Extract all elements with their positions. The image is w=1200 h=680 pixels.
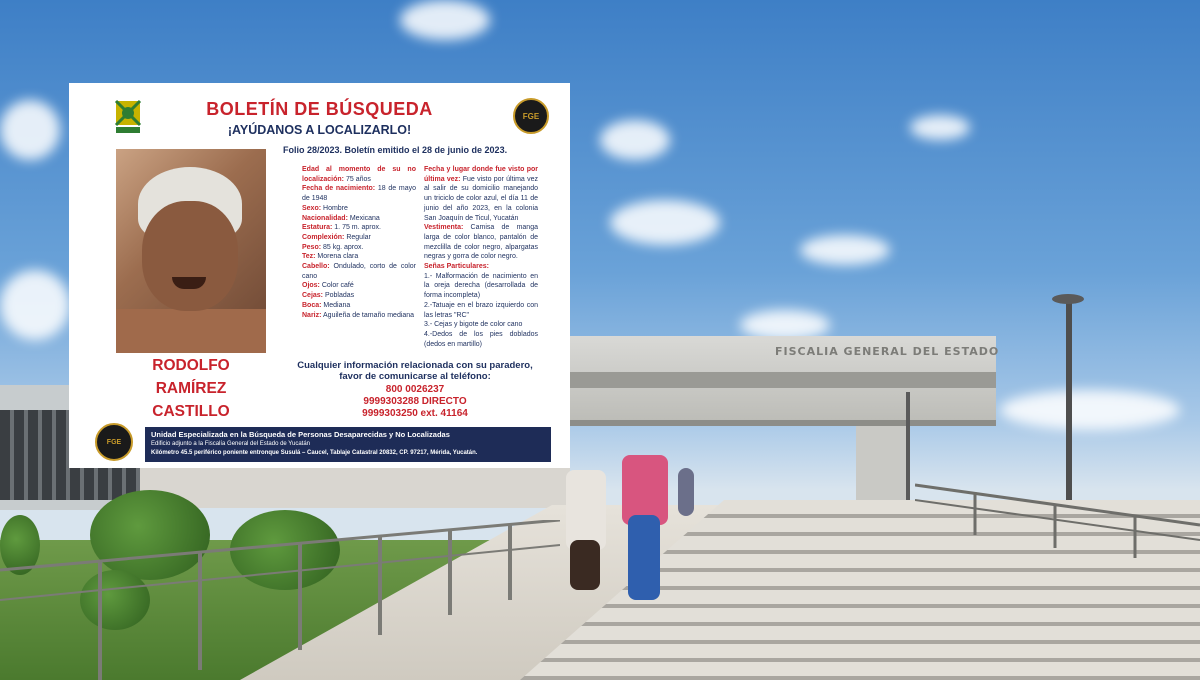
detail-last-seen: Fecha y lugar donde fue visto por última vez: Fue visto por última vez al salir de su domicilio manejando un triciclo de color azul, el día 11 de junio del año 2023, en la colonia San Joaquín de Ticul, Yucatán xyxy=(424,166,538,222)
detail-mouth: Boca: Mediana xyxy=(302,301,351,309)
detail-height: Estatura: 1. 75 m. aprox. xyxy=(302,224,381,232)
detail-skin: Tez: Morena clara xyxy=(302,253,359,261)
detail-clothing: Vestimenta: Camisa de manga larga de color blanco, pantalón de mezclilla de color negro, alpargatas negras y gorra de color negro. xyxy=(424,224,538,261)
last-seen-column xyxy=(424,165,538,349)
detail-weight: Peso: 85 kg. aprox. xyxy=(302,243,364,251)
folio-text: Folio 28/2023. Boletín emitido el 28 de junio de 2023. xyxy=(283,145,508,155)
detail-nose: Nariz: Aguileña de tamaño mediana xyxy=(302,311,415,319)
phone-number: 9999303288 DIRECTO xyxy=(363,396,467,407)
cloud xyxy=(610,200,720,245)
physical-details-column xyxy=(302,165,416,320)
name-line-second: RAMÍREZ xyxy=(155,380,227,397)
phone-number: 9999303250 ext. 41164 xyxy=(362,408,468,419)
name-line-first: RODOLFO xyxy=(152,357,230,374)
pole xyxy=(906,392,910,502)
fge-logo-text: FGE xyxy=(522,111,540,121)
footer-address: Kilómetro 45.5 periférico poniente entronque Susulá – Caucel, Tablaje Catastral 20832, CP. 97217, Mérida, Yucatán. xyxy=(151,450,478,456)
building-pillar xyxy=(856,426,910,506)
phone-number: 800 0026237 xyxy=(385,384,445,395)
fge-logo xyxy=(513,98,549,134)
bulletin-title: BOLETÍN DE BÚSQUEDA xyxy=(206,99,433,119)
person-white-shirt xyxy=(566,470,606,550)
fge-seal-text: FGE xyxy=(106,438,122,446)
detail-distinguishing-marks: Señas Particulares: xyxy=(424,263,489,271)
footer-banner xyxy=(145,427,551,462)
detail-eyes: Ojos: Color café xyxy=(302,282,354,290)
search-bulletin-poster xyxy=(69,83,570,468)
detail-sex: Sexo: Hombre xyxy=(302,204,348,212)
cloud xyxy=(800,235,890,265)
mark-item: 1.- Malformación de nacimiento en la oreja derecha (desarrollada de forma incompleta) xyxy=(424,272,538,300)
wall xyxy=(140,468,570,508)
person-distant xyxy=(678,468,694,516)
detail-build: Complexión: Regular xyxy=(302,233,371,241)
detail-eyebrows: Cejas: Pobladas xyxy=(302,292,355,300)
cloud xyxy=(0,270,70,340)
cloud xyxy=(400,0,490,40)
cloud xyxy=(1000,390,1180,430)
footer-building: Edificio adjunto a la Fiscalía General del Estado de Yucatán xyxy=(151,441,310,447)
detail-nationality: Nacionalidad: Mexicana xyxy=(302,214,380,222)
building-sign: FISCALIA GENERAL DEL ESTADO xyxy=(775,345,1000,358)
contact-info-line: favor de comunicarse al teléfono: xyxy=(339,371,491,382)
contact-info-line: Cualquier información relacionada con su paradero, xyxy=(297,360,533,371)
detail-age: Edad al momento de su no localización: 75 años xyxy=(302,166,416,183)
street-lamp-head xyxy=(1052,294,1084,304)
contact-info xyxy=(283,360,547,382)
fge-seal xyxy=(95,423,133,461)
right-railing xyxy=(915,480,1200,560)
footer-unit-name: Unidad Especializada en la Búsqueda de Personas Desaparecidas y No Localizadas xyxy=(151,430,450,439)
left-railing xyxy=(0,520,560,680)
person-legs xyxy=(570,540,600,590)
cloud xyxy=(600,120,670,160)
cloud xyxy=(910,115,970,140)
building-band xyxy=(570,372,996,388)
detail-birthdate: Fecha de nacimiento: 18 de mayo de 1948 xyxy=(302,185,416,203)
bulletin-subtitle: ¡AYÚDANOS A LOCALIZARLO! xyxy=(227,123,412,137)
detail-hair: Cabello: Ondulado, corto de color cano xyxy=(302,263,416,280)
missing-person-photo xyxy=(116,149,266,353)
mark-item: 2.-Tatuaje en el brazo izquierdo con las letras "RC" xyxy=(424,301,538,319)
name-line-third: CASTILLO xyxy=(152,403,230,420)
mark-item: 3.- Cejas y bigote de color cano xyxy=(424,321,523,329)
cloud xyxy=(0,100,60,160)
person-blue-pants xyxy=(628,515,660,600)
mark-item: 4.-Dedos de los pies doblados (dedos en martillo) xyxy=(424,330,538,348)
